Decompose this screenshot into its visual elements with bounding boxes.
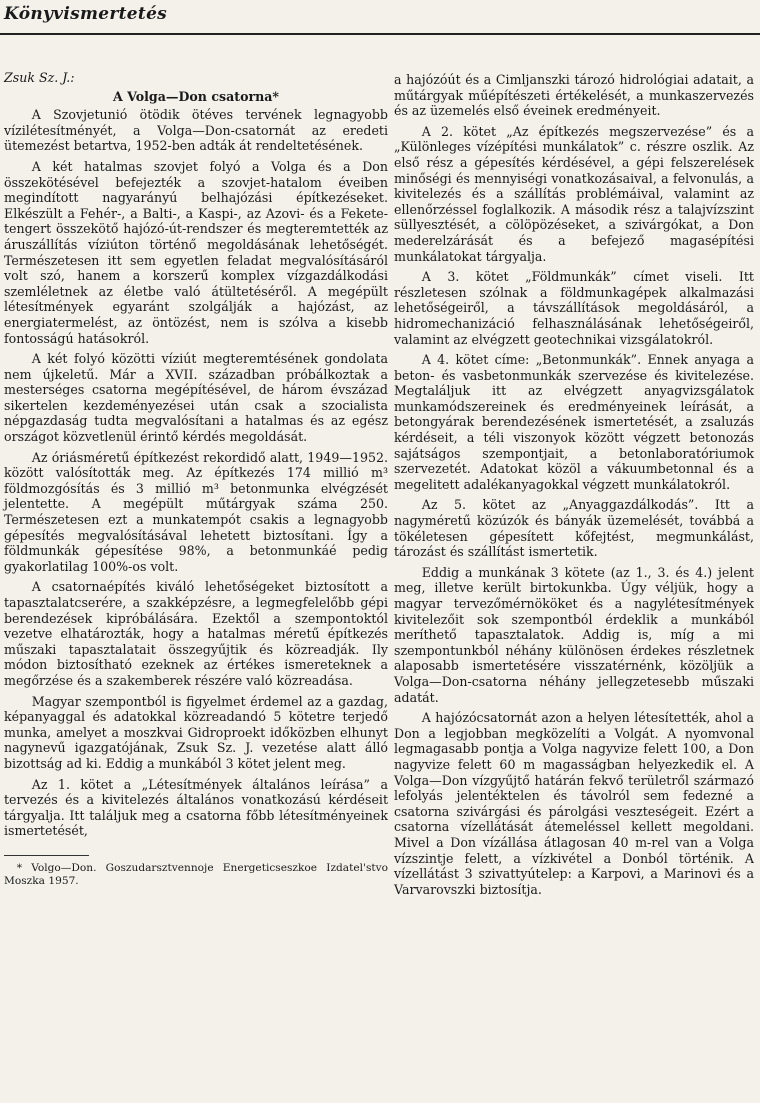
section-header: Könyvismertetés <box>4 4 168 24</box>
author: Zsuk Sz. J.: <box>4 70 75 85</box>
article-title: A Volga—Don csatorna* <box>112 88 280 104</box>
paragraph: Eddig a munkának 3 kötete (az 1., 3. és 4.) jelent meg, illetve került birtokunkba. Úgy véljük, hogy a magyar tervezőmérnököket és a nagylétesítmények kivitelezőit sok szempontból érdeklik a munkából meríthető tapasztalatok. Addig is, míg a mi szempontunkból néhány különösen érdekes részletnek alaposabb ismertetésére visszatérnénk, közöljük a Volga—Don-csatorna néhány jellegzetesebb műszaki adatát. <box>394 564 754 705</box>
left-column <box>4 70 388 888</box>
footnote-rule <box>4 855 89 856</box>
paragraph: Magyar szempontból is figyelmet érdemel az a gazdag, képanyaggal és adatokkal közreadandó 5 kötetre terjedő munka, amelyet a moszkvai Gidroproekt időközben elhunyt nagynevű igazgatójának, Zsuk Sz. J. vezetése alatt álló bizottság ad ki. Eddig a munkából 3 kötet jelent meg. <box>4 693 388 771</box>
paragraph: a hajózóút és a Cimljanszki tározó hidrológiai adatait, a műtárgyak műépítészeti értékelését, a munkaszervezés és az üzemelés első éveinek eredményeit. <box>394 72 754 119</box>
paragraph: Az óriásméretű építkezést rekordidő alatt, 1949—1952. között valósították meg. Az építkezés 174 millió m³ földmozgósítás és 3 millió m³ betonmunka elvégzését jelentette. A megépült műtárgyak száma 250. Természetesen ezt a munkatempót csakis a legnagyobb gépesítés megvalósításával lehetett biztosítani. Így a földmunkák gépesítése 98%, a betonmunkáé pedig gyakorlatilag 100%-os volt. <box>4 449 388 574</box>
paragraph: Az 5. kötet az „Anyaggazdálkodás”. Itt a nagyméretű közúzók és bányák üzemelését, továbbá a tökéletesen gépesített kőfejtést, megmunkálást, tározást és szállítást ismertetik. <box>394 497 754 560</box>
footnote: * Volgo—Don. Goszudarsztvennoje Energeticseszkoe Izdatel'stvo Moszka 1957. <box>4 861 388 887</box>
paragraph: A 3. kötet „Földmunkák” címet viseli. Itt részletesen szólnak a földmunkagépek alkalmazási lehetőségeiről, a távszállítások megoldásáról, a hidromechanizáció felhasználásának lehetőségeiről, valamint az elvégzett geotechnikai vizsgálatokról. <box>394 269 754 347</box>
paragraph: A csatornaépítés kiváló lehetőségeket biztosított a tapasztalatcserére, a szakképzésre, a legmegfelelőbb gépi berendezések kipróbálására. Ezektől a szempontoktól vezetve elhatározták, hogy a hatalmas méretű építkezés műszaki tapasztalatait összegyűjtik és közreadják. Ily módon biztosítható ezeknek az értékes ismereteknek a megőrzése és a szakemberek részére való közreadása. <box>4 579 388 688</box>
paragraph: A két folyó közötti víziút megteremtésének gondolata nem újkeletű. Már a XVII. században próbálkoztak a mesterséges csatorna megépítésével, de három évszázad sikertelen kezdeményezései után csak a szocialista népgazdaság tudta megvalósítani a hatalmas és az egész országot közvetlenül érintő kérdés megoldását. <box>4 351 388 445</box>
paragraph: A hajózócsatornát azon a helyen létesítették, ahol a Don a legjobban megközelíti a Volgát. A nyomvonal legmagasabb pontja a Volga nagyvize felett 100, a Don nagyvize felett 60 m magasságban helyezkedik el. A Volga—Don vízgyűjtő határán fekvő területről származó lefolyás jelentéktelen és távolról sem fedezné a csatorna szivárgási és párolgási veszteségeit. Ezért a csatorna vízellátását átemeléssel kellett megoldani. Mivel a Don vízállása átlagosan 40 m-rel van a Volga vízszintje felett, a vízkivétel a Donból történik. A vízellátást 3 szivattyútelep: a Karpovi, a Marinovi és a Varvarovszki biztosítja. <box>394 710 754 897</box>
header-rule <box>0 33 760 35</box>
paragraph: A 2. kötet „Az építkezés megszervezése” és a „Különleges vízépítési munkálatok” c. részre oszlik. Az első rész a gépesítés kérdésével, a gépi felszerelések minőségi és mennyiségi vonatkozásaival, a felvonulás, a kivitelezés és a szállítás problémáival, valamint az ellenőrzéssel foglalkozik. A második rész a talajvízszint süllyesztését, a cölöpözéseket, a szivárgókat, a Don mederelzárását és a befejező magasépítési munkálatokat tárgyalja. <box>394 123 754 264</box>
paragraph: A 4. kötet címe: „Betonmunkák”. Ennek anyaga a beton- és vasbetonmunkák szervezése és kivitelezése. Megtaláljuk itt az elvégzett anyagvizsgálatok munkamódszereinek és eredményeinek leírását, a betongyárak berendezésének ismertetését, a zsaluzás kérdéseit, a téli viszonyok között végzett betonozás sajátságos szempontjait, a betonlaboratóriumok szervezetét. Adatokat közöl a vákuumbetonnal és a megelitett adalékanyagokkal végzett munkálatokról. <box>394 352 754 492</box>
paragraph: A két hatalmas szovjet folyó a Volga és a Don összekötésével befejezték a szovjet-hatalom éveiben megindított nagyarányú belhajózási építkezéseket. Elkészült a Fehér-, a Balti-, a Kaspi-, az Azovi- és a Fekete-tengert összekötő hajózó-út-rendszer és megteremtették az áruszállítás víziúton történő megoldásának lehetőségét. Természetesen itt sem egyetlen feladat megvalósításáról volt szó, hanem a korszerű komplex vízgazdálkodási szemléletnek az életbe való átültetéséről. A megépült létesítmények egyaránt szolgálják a hajózást, az energiatermelést, az öntözést, nem is szólva a kisebb fontosságú hatásokról. <box>4 158 388 346</box>
paragraph: Az 1. kötet a „Létesítmények általános leírása” a tervezés és a kivitelezés általános vonatkozású kérdéseit tárgyalja. Itt találjuk meg a csatorna főbb létesítményeinek ismertetését, <box>4 776 388 839</box>
right-column <box>394 72 754 902</box>
paragraph: A Szovjetunió ötödik ötéves tervének legnagyobb vízilétesítményét, a Volga—Don-csatornát az eredeti ütemezést betartva, 1952-ben adták át rendeltetésének. <box>4 107 388 154</box>
